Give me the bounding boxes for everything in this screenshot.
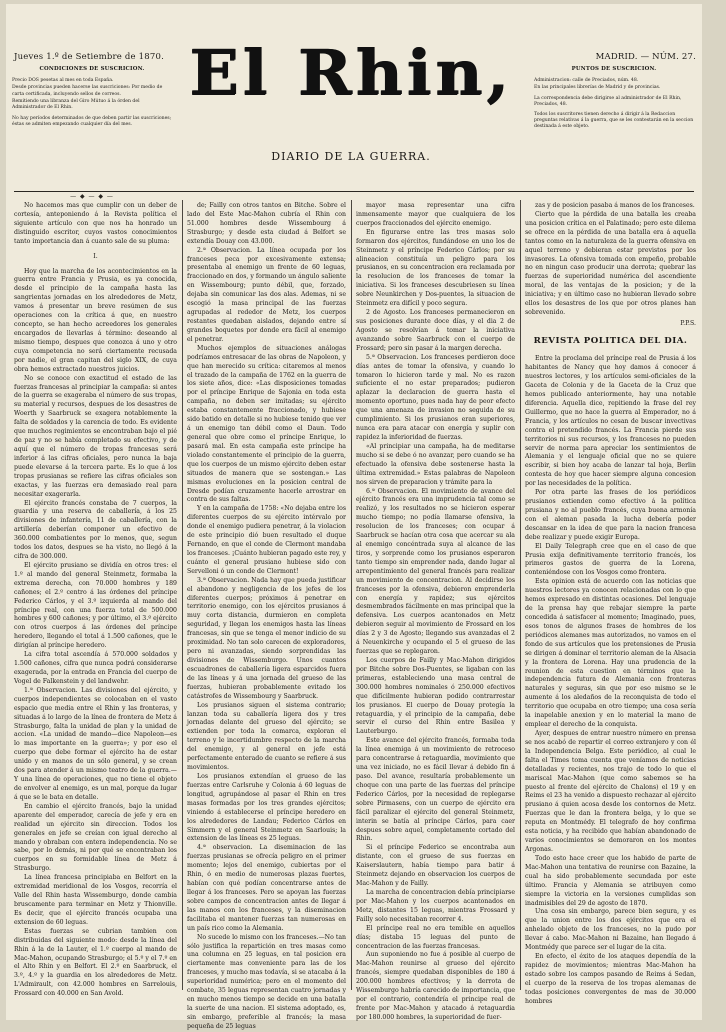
article-paragraph: No se conoce con exactitud el estado de las fuerzas francesas al principiar la campaña: si antes de la guerra se exageraba el número de sus tropas, su material y recursos, despues de los desastres de Woerth y Saarbruck se exagera notablemente la falta de soldados y la carencia de todo. Es evidente que muchos regimientos se encontraban bajo el pié de paz y no se había completado su efectivo, y de aquí que el número de tropas francesas será inferior á las cifras oficiales, pero nunca la baja puede elevarse á la tercera parte. Es lo que á los tropas prusianas se refiere las cifras oficiales son exactas, y las fuerzas era demasiado real para necesitar exagerarla. bbox=[14, 374, 177, 498]
article-paragraph: El ejército francés constaba de 7 cuerpos, la guardia y una reserva de caballería, á los 25 divisiones de infantería, 11 de caballería, con la artillería deberían componer un efectivo de 360.000 combatientes por lo menos, que, segun todos los datos, despues se ha visto, no llegó á la cifra de 300.000. bbox=[14, 499, 177, 561]
article-paragraph: zas y de posicion pasaba á manos de los franceses. bbox=[535, 202, 695, 209]
ornament-divider: — ◆ — ◆ — bbox=[70, 193, 114, 200]
box-paragraph: Precio DOS pesetas al mes en toda España. bbox=[12, 78, 114, 84]
article-paragraph: 2.ª Observacion. La línea ocupada por los franceses peca por excesivamente extensa; presentaba al enemigo un frente de 60 leguas, fraccionado en dos, y formando un ángulo saliente en Wissembourg; punto débil, que, forzado, dejaba sin comunicar las dos alas. Ademas, ni se escogió la masa principal de las fuerzas agrupadas al rededor de Metz, los cuerpos restantes quedaban aislados, dejando entre sí grandes boquetes por donde era fácil al enemigo el penetrar. bbox=[187, 246, 346, 343]
article-paragraph: La línea francesa principiaba en Belfort en la extremidad meridional de los Vosgos, recorría el Valle del Rhin hasta Wissemburgo, donde cambia bruscamente para terminar en Metz y Thionville. Es decir, que el ejército francés ocupaba una extension de 60 leguas. bbox=[14, 874, 177, 926]
box-paragraph: Remitiendo una libranza del Giro Mútuo á la órden del Administrador de El Rhin. bbox=[12, 98, 140, 111]
article-paragraph: de; Failly con otros tantos en Bitche. Sobre el lado del Este Mac-Mahon cubría el Rhin con 51.000 hombres desde Wissembourg á Strasburgo; y desde esta ciudad á Belfort se extendía Douay con 43.000. bbox=[187, 202, 346, 245]
article-paragraph: El príncipe real no era temible en aquellos días; distaba 15 leguas del punto de concentracion de las fuerzas francesas. bbox=[356, 924, 515, 950]
article-paragraph: Si el príncipe Federico se encontraba aun distante, con el grueso de sus fuerzas en Kaiserslautern, había tiempo para batir á Steinmetz dejando en observacion los cuerpos de Mac-Mahon y de Failly. bbox=[356, 844, 515, 888]
article-column-4 bbox=[525, 202, 696, 1005]
column-rule bbox=[520, 200, 521, 990]
article-paragraph: Hoy que la marcha de los acontecimientos en la guerra entre Francia y Prusia, es ya conocida, desde el principio de la campaña hasta las sangrientas jornadas en los alrededores de Metz, vamos á presentar un breve resúmen de sus operaciones con la crítica á que, en nuestro concepto, se han hecho acreedores los generales encargados de llevarlas á término: deseando al mismo tiempo, despues que conozca á uno y otro cuya competencia no será ciertamente recusada por nadie, el gran capitan del siglo XIX, de cuya obra hemos extractado nuestros juicios. bbox=[14, 267, 177, 373]
article-paragraph: Ayer, despues de entrar nuestro número en prensa se nos acabó de repartir el correo extranjero y con él la Independencia Belga. Este periódico, al cual le falta el Times toma cuenta que veníamos de noticias detalladas y recientes, nos trajo de todo lo que el mariscal Mac-Mahon (que como sabemos se ha puesto al frente del ejército de Chalons) el 19 y en Reims el 23 ha venido a dispuesto rechazar al ejército prusiano á quien acosa desde los contornos de Metz. Fuerzas que le dan la frontera belga, y lo que se reputa en Montmédy. El telegrafo de hoy confirma esta noticia, y ha recibido que habían abandonado de varios conocimientos se demoraron en los montes Argonas. bbox=[525, 730, 696, 853]
article-signature: P.P.S. bbox=[680, 319, 696, 327]
box-paragraph: No hay períodos determinados de que deben partir las suscriciones; éstas se admiten empezando cualquier día del mes. bbox=[12, 116, 172, 128]
article-paragraph: 2 de Agosto. Los franceses permanecieron en sus posiciones durante doce días, y el dia 2 de Agosto se resolvían á tomar la iniciativa avanzando sobre Saarbruck con el cuerpo de Frossard; pero sin pasar á la margen derecha. bbox=[356, 309, 515, 352]
article-paragraph: Todo esto hace creer que los habido de parte de Mac-Mahon una tentativa de reunirse con Bazaine, la cual ha sido probablemente secundada por este último. Francia y Alemania se atribuyen como siempre la victoria en la versiones cumplidas son inadmisibles del 29 de agosto de 1870. bbox=[525, 854, 696, 907]
article-paragraph: No hacemos mas que cumplir con un deber de cortesía, anteponiendo á la Revista política el siguiente artículo con que nos ha honrado un distinguido escritor, cuyos vastos conocimientos tanto importancia dan á cuanto sale de su pluma: bbox=[14, 202, 177, 245]
article-paragraph: 6.ª Observacion. El movimiento de avance del ejército francés era una imprudencia tal como se realizó, y los resultados no se hicieron esperar mucho tiempo; no podía llamarse ofensiva, la resolucion de los franceses; con ocupar á Saarbruck se hacían otra cosa que acercar su ala al enemigo concéntrada suya al alcance de las tiros, y sorprende como los prusianos esperaron tanto tiempo sin emprender nada, dando lugar al arrepentimiento del general francés para realizar un movimiento de concentracion. Al decidirse los franceses por la ofensiva, debieron emprenderla con energía y rapidez; sus ejércitos desmembrados fácilmente en mas principal que la defensiva. Los cuerpos acantonados en Metz debieron seguir al movimiento de Frossard en los días 2 y 3 de Agosto; llegando sus avanzadas el 2 á Neuenkirche y ocupando el 5 el grueso de las fuerzas que se replegaron. bbox=[356, 487, 515, 656]
article-paragraph: Los cuerpos de Failly y Mac-Mahon dirigidos por Bitche sobre Dos-Puentes, se ligaban con las primeras, estableciendo una masa central de 300.000 hombres nominales ó 250.000 efectivos que difícilmente hubieran podido contrarrestar los prusianos. El cuerpo de Douay protegía la retaguardia, y el principio de la campaña, debe servir el curso del Rhin entre Basilea y Lauterburgo. bbox=[356, 657, 515, 736]
article-paragraph: La cifra total ascendía á 570.000 soldados y 1.500 cañones, cifra que nunca podrá considerarse exagerada, por la entrada en Francia del cuerpo de Vogel de Falkenstein y del landwehr. bbox=[14, 651, 177, 685]
article-paragraph: 5.ª Observacion. Los franceses perdieron doce días antes de tomar la ofensiva, y cuando lo tomaron lo hicieron tarde y mal. No es razon suficiente el no estar preparados; pudieron aplazar la declaracion de guerra hasta el momento oportuno, pues nada hay de peor efecto que una amenaza de invasion no seguida de su cumplimiento. Si los prusianos eran superiores, nunca era para atacar con energía y suplir con rapidez la inferioridad de fuerzas. bbox=[356, 353, 515, 441]
box-title: PUNTOS DE SUSCRICION. bbox=[571, 66, 657, 72]
article-paragraph: En cambio el ejército francés, bajo la unidad aparente del emperador, carecía de jefe y era en realidad un ejército sin direccion. Todos los generales en jefe se creían con igual derecho al mando y obraban con entera independencia. No se sabe, por lo demás, ni por qué se encontraban los cuerpos en su formidable línea de Metz á Strasburgo. bbox=[14, 802, 177, 873]
article-column-3 bbox=[356, 202, 515, 1021]
box-paragraph: Administracion: calle de Preciados, núm. 48. bbox=[534, 78, 639, 84]
article-column-2 bbox=[187, 202, 346, 1030]
article-paragraph: La marcha de concentracion debía principiarse por Mac-Mahon y los cuerpos acantonados en Metz, distantes 15 leguas, mientras Frossard y Failly solo necesitaban recorrer 4. bbox=[356, 888, 515, 923]
article-paragraph: Por otra parte las frases de los periódicos prusianos extienden como efectivo á la política prusiana y no al pueblo francés, cuya buena armonía con el aleman pasada la lucha debería poder descansar en la idea de que para la nacion francesa debe realizar y puede exigir Europa. bbox=[525, 489, 696, 541]
box-title: CONDICIONES DE SUSCRICION. bbox=[39, 66, 145, 72]
subscription-points-box bbox=[534, 66, 694, 132]
column-rule bbox=[351, 200, 352, 990]
article-paragraph: Estas fuerzas se cubrian tambien con distribuidas del siguiente modo: desde la línea del Rhin á la de la Lauter, el 1.º cuerpo al mando de Mac-Mahon, ocupando Strasburgo; el 5.º y el 7.º en el Alto Rhin y en Belfort. El 2.º en Saarbruck, el 3.º, 4.º y la guardia en los alrededores de Metz. L'Admirault, con 42.000 hombres en Sarrelouis, Frossard con 40.000 en San Avold. bbox=[14, 927, 177, 998]
header-rule bbox=[14, 191, 694, 192]
section-numeral: I. bbox=[93, 252, 98, 260]
newspaper-page bbox=[6, 4, 702, 1030]
article-paragraph: El ejército prusiano se dividía en otros tres: el 1.º al mando del general Steinmetz, formaba la extrema derecha, con 70.000 hombres y 189 cañones; el 2.º centro á las órdenes del príncipe Federico Cárlos, y el 3.º izquierda al mando del príncipe real, con una fuerza total de 500.000 hombres y 600 cañones; y por último, el 3.º ejército con otros cuerpos á las órdenes del príncipe heredero, llegando el total á 1.500 cañones, que le dirigían al príncipe heredero. bbox=[14, 561, 177, 650]
article-paragraph: El Daily Telegraph cree que en el caso de que Prusia exija definitivamente territorio francés, los primeros gastos de guerra de la Lorena, conteniéndose con los Vosgos como frontera. bbox=[525, 542, 696, 577]
column-rule bbox=[182, 200, 183, 990]
article-paragraph: Cierto que la pérdida de una batalla les creaba una posicion crítica en el Palatinado; pero este dilema se ofrece en la pérdida de una batalla era á aquella tantos como en la naturaleza de la guerra ofensiva en aquel terreno y debieran estar previstos por los invasores. La ofensiva tomada con empeño, probable no en ningun caso producir una derrota; quebrar las fuerzas de superioridad numérica del ascendiente moral, de las ventajas de la posicion; y de la iniciativa; y en último caso no hubieran llevado sobre ellos los desastres de los que por otros planes han sobrevenido. bbox=[525, 210, 696, 317]
article-paragraph: Y en la campaña de 1758: «No dejaba entre los diferentes cuerpos de su ejército intérvalo por donde el enemigo pudiera penetrar, á la violacion de este principio dió buen resultado el duque Fernando, en que el conde de Clermont mandaba los franceses. ¡Cuánto hubieran pagado este rey, y cuánto el general prusiano hubiese sido con Servelloni ó un conde de Clermont! bbox=[187, 505, 346, 575]
article-paragraph: 1.ª Observacion. Las divisiones del ejército, y cuerpos independientes se colocaban en el vasto espacio que media entre el Rhin y las fronteras, y situadas á lo largo de la línea de frontera de Metz á Strasburgo, falta la unidad de plan y la unidad de accion. «La unidad de mando—dice Napoleon—es lo mas importante en la guerra»; y por eso el cuerpo que debe formar el ejército ha de estar unido y en manos de un sólo general, y se crean dos para atender á un mismo teatro de la guerra.—Y una línea de operaciones, que no tiene el objeto de envolver al enemigo, es un mal, porque da lugar á que se le bata en detalle. bbox=[14, 686, 177, 801]
article-paragraph: Una cosa sin embargo, parece bien segura, y es que la union entre los dos ejércitos que era el anhelado objeto de los franceses, no la pudo por llevar á cabo. Mac-Mahon ni Bazaine, han llegado á Montmédy que parece ser el lugar de la cita. bbox=[525, 908, 696, 952]
article-paragraph: Muchos ejemplos de situaciones análogas podríamos entresacar de las obras de Napoleon, y que han merecido su crítica: citaremos al menos el trazado de la campaña de 1762 en la guerra de los siete años, dice: «Las disposiciones tomadas por el príncipe Enrique de Sajonia en toda esta campaña, no deben ser imitadas; su ejército estaba constantemente fraccionado, y hubiese sido batido en detalle si no hubiese tenido que ver á un enemigo tan débil como el Daun. Todo general que obre como el príncipe Enrique, lo pasará mal. En esta campaña este príncipe ha violado constantemente el principio de la guerra, que los cuerpos de un mismo ejército deben estar situados de manera que se sostengan.» Las mismas evoluciones en la posicion central de Dresde podían cruzamente hacerle arrostrar en contra de sus faltas. bbox=[187, 344, 346, 504]
article-paragraph: Entre la proclama del príncipe real de Prusia á los habitantes de Nancy que hoy damos á conocer á nuestros lectores, y los artículos semi-oficiales de la Gaceta de Colonia y de la Gaceta de la Cruz que hemos publicado anteriormente, hay una notable diferencia. Aquella dice, repitiendo la frase del rey Guillermo, que no hace la guerra al Emperador, no á Francia, y los artículos no cesan de buscar invectivas contra el pretendido francés. La Francia pierde sus territorios ni sus recursos, y los franceses no pueden servir de norma para apreciar los sentimientos de Alemania y el lenguaje oficial que no se quiere escribir, si bien hoy acaba de lanzar tal hoja, Berlin contesta de hoy que hacer siempre alguna concesion por las necesidades de la política. bbox=[525, 355, 696, 488]
article-paragraph: En figurarse entre las tres masas solo formaron dos ejércitos, fundándose en uno los de Steinmetz y el príncipe Federico Cárlos; por su alineacion constituía un peligro para los prusianos, en su concentracion era reclamada por la resolucion de los franceses de tomar la iniciativa. Si los franceses descubriesen su línea sobre Neunkirchen y Dos-puentes, la situacion de Steinmetz era difícil y poco segura. bbox=[356, 228, 515, 308]
article-paragraph: Este avance del ejército francés, formaba toda la línea enemiga á un movimiento de retroceso para concentrarse á retaguardia, movimiento que una vez iniciado, no es fácil llevar á debido fin á paso. Del avance, resultaría probablemente un choque con una parte de las fuerzas del príncipe Federico Cárlos, por la necesidad de replegarse sobre Pirmasens, con un cuerpo de ejército era fácil paralizar el ejército del general Steinmetz, interin se batía al príncipe Cárlos, para caer despues sobre aquel, completamente cortado del Rhin. bbox=[356, 737, 515, 843]
issue-number: MADRID. — NÚM. 27. bbox=[595, 52, 696, 62]
article-paragraph: No sucede lo mismo con los franceses.—No tan sólo justifica la repartición en tres masas como una columna en 25 leguas, en tal posicion era ciertamente mas conveniente para las de los franceses, y mucho mas todavía, si se atacaba á la superioridad numérica; pero en el momento del combate, 35 leguas representan cuatro jornadas y en mucho menos tiempo se decide en una batalla la suerte de una nacion. El sistema adoptado, es, sin embargo, preferible al francés; la masa pequeña de 25 leguas bbox=[187, 933, 346, 1030]
box-paragraph: La correspondencia debe dirigirse al administrador de El Rhin, Preciados, 48. bbox=[534, 95, 682, 107]
masthead-subtitle: DIARIO DE LA GUERRA. bbox=[271, 150, 431, 163]
article-paragraph: 4.ª observacion. La diseminacion de las fuerzas prusianas se ofrecía peligro en el primer momento; lejos del enemigo, cubiertas por el Rhin, ó en medio de numerosas plazas fuertes, habían con qué podían concentrarse antes de llegar á los franceses. Pero se apoyan las fuerzas sobre campos de concentracion antes de llegar á las manos con los franceses, y la diseminacion facilitaba el mantener fuerzas tan numerosas en un país rico como la Alemania. bbox=[187, 844, 346, 932]
article-column-1 bbox=[14, 202, 177, 998]
article-paragraph: mayor masa representar una cifra inmensamente mayor que cualquiera de los cuerpos fraccionados del ejército enemigo. bbox=[356, 202, 515, 227]
box-paragraph: Todos los suscritores tienen derecho á dirigir á la Redaccion preguntas relativas á la guerra, que se les contestarán en la seccion destinada á este objeto. bbox=[534, 112, 694, 130]
masthead-title: El Rhin, bbox=[189, 36, 513, 109]
issue-date: Jueves 1.º de Setiembre de 1870. bbox=[14, 52, 165, 62]
article-paragraph: Aun suponiendo no fue á posible al cuerpo de Mac-Mahon reunirse al grueso del ejército francés, siempre quedaban disponibles de 180 á 200.000 hombres efectivos; y la derrota de Wissemburgo habría carecido de importancia, que por el contrario, contendría el principe real de frente por Mac-Mahon y atacado á retaguardia por 180.000 hombres, la superioridad de fuer- bbox=[356, 951, 515, 1021]
section-heading: REVISTA POLITICA DEL DIA. bbox=[533, 335, 688, 346]
article-paragraph: Los prusianos extendían el grueso de las fuerzas entre Carlsruhe y Colonia á 60 leguas de longitud, agrupándose al pasar el Rhin en tres masas formadas por los tres grandes ejércitos; viniendo á establecerse el príncipe heredero en los alrededores de Landau; Federico Cárlos en Simmern y el general Steinmetz en Saarlouis; la extension de las líneas es 25 leguas. bbox=[187, 773, 346, 843]
article-paragraph: En efecto, el éxito de los ataques dependía de la rapidez de movimientos; mientras Mac-Mahon ha estado sobre los campos pasando de Reims á Sedan, el cuerpo de la reserva de los tropas alemanas de todas posiciones convergentes de mas de 30.000 hombres bbox=[525, 953, 696, 1005]
box-paragraph: En las principales librerías de Madrid y de provincias. bbox=[534, 85, 661, 91]
article-paragraph: 3.ª Observacion. Nada hay que pueda justificar el abandono y negligencia de los jefes de los diferentes cuerpos; próximos á penetrar en territorio enemigo, con los ejércitos prusianos á muy corta distancia, durmieron en completa seguridad, y llegan los enemigos hasta las líneas francesas, sin que se tenga el menor indicio de su proximidad. No tan solo carecen de exploradores, pero ni avanzadas, siendo sorprendidas las divisiones de Wissemburgo. Unos cuantos escuadrones de caballería ligera esparcidos fuera de las líneas y á una jornada del grueso de las fuerzas, hubieran probablemente evitado los catástrofes de Wissembourg y Saarbruck. bbox=[187, 576, 346, 700]
article-paragraph: Los prusianos siguen el sistema contrario; lanzan toda su caballería ligera dos y tres jornadas delante del grueso del ejército; se extienden por toda la comarca, exploran el terreno y le incertidumbre respecto de la marcha del enemigo, y al general en jefe está perfectamente enterado de cuanto se refiere á sus movimientos. bbox=[187, 701, 346, 772]
article-paragraph: Esta opinion está de acuerdo con las noticias que nuestros lectores ya conocen relacionadas con lo que hemos expresado en distintas ocasiones. Del lenguaje de la prensa hay que rebajar siempre la parte concedida á satisfacer al momento; Imaginado, pues, esos tonos de algunos frases de hombres de los periódicos alemanes mas autorizados, no vamos en el fondo de sus artículos que los pretensiones de Prusia se dirigen á dominar el territorio aleman de la Alsacia y la frontera de Lorena. Hay una prudencia de la reunion de esta cuestion en términos que la independencia futura de Alemania con fronteras naturales y seguras, sin que por eso mismo se le aumente á los aledaños de la reconquista de todo el territorio que ocupaba en otro tiempo; una cosa sería la inapelable anexion y en lo material la mano de emplear el derecho de la conquista. bbox=[525, 578, 696, 729]
box-paragraph: Desde provincias pueden hacerse las suscriciones: Por medio de carta certificada, incluyendo sellos de correos. bbox=[12, 85, 163, 97]
subscription-conditions-box bbox=[12, 66, 172, 130]
article-paragraph: «Al principiar una campaña, ha de meditarse mucho si se debe ó no avanzar, pero cuando se ha efectuado la ofensiva debe sostenerse hasta la última extremidad.» Estas palabras de Napoleon nos sirven de preparacion y trámite para la bbox=[356, 442, 515, 486]
